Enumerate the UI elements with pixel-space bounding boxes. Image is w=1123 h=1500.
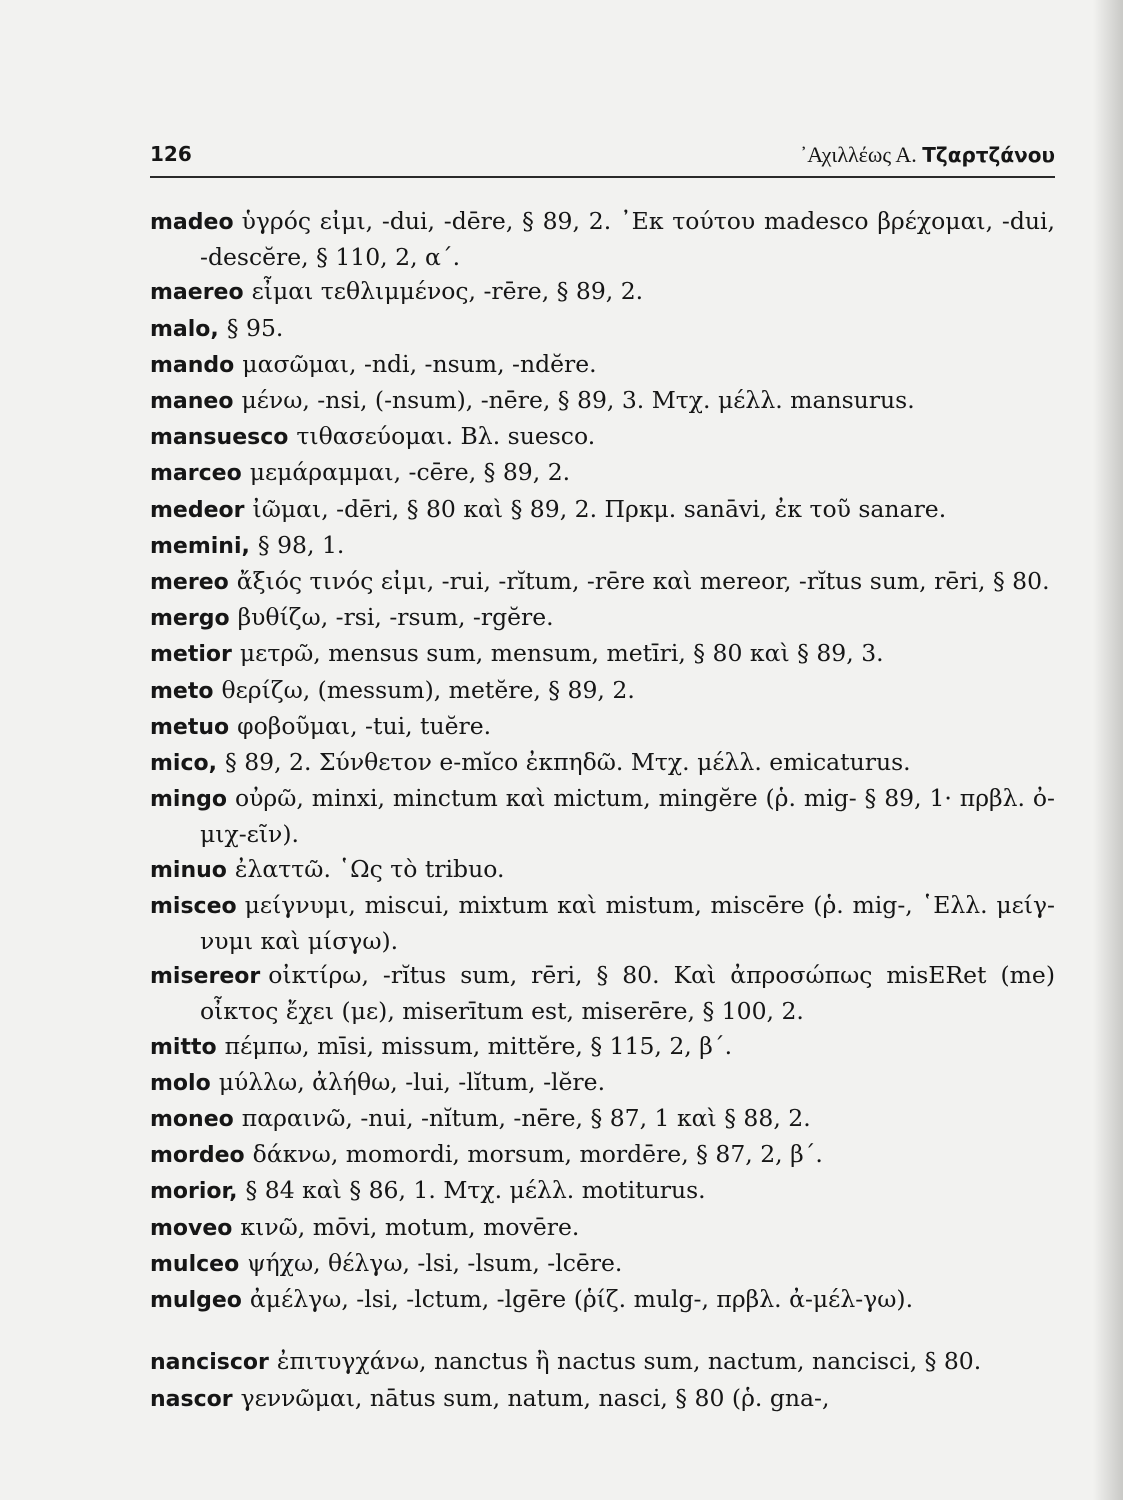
author-first-name: ᾿Αχιλλέως Α. [799,142,917,167]
entry-moneo [150,1101,1055,1137]
entry-marceo [150,455,1055,491]
entry-lemma: moneo [150,1107,234,1133]
entry-text: εἶμαι τεθλιμμένος, -rēre, § 89, 2. [251,277,644,306]
entry-text: § 89, 2. Σύνθετον e-mĭco ἐκπηδῶ. Μτχ. μέλλ. emicaturus. [224,748,911,777]
entry-nascor [150,1381,1055,1417]
entry-lemma: meto [150,678,214,704]
entry-text: γεννῶμαι, nātus sum, natum, nasci, § 80 (ῥ. gna-, [240,1383,830,1412]
entry-text: ψήχω, θέλγω, -lsi, -lsum, -lcēre. [247,1248,623,1277]
entry-lemma: malo, [150,316,219,342]
entry-text: § 84 καὶ § 86, 1. Μτχ. μέλλ. motiturus. [245,1176,706,1205]
page-number: 126 [150,142,192,166]
entry-text: δάκνω, momordi, morsum, mordēre, § 87, 2, β΄. [252,1140,823,1169]
entry-maereo [150,274,1055,310]
entry-mando [150,347,1055,383]
entry-lemma: misereor [150,964,261,990]
entry-text: φοβοῦμαι, -tui, tuĕre. [237,711,492,740]
entry-text: ὑγρός εἰμι, -dui, -dēre, § 89, 2. ᾿Εκ τούτου madesco βρέχομαι, -dui, -descĕre, § 110, 2, α΄. [200,207,1055,272]
entry-text: βυθίζω, -rsi, -rsum, -rgĕre. [237,603,554,632]
entry-text: ἐλαττῶ. ῾Ως τὸ tribuo. [234,854,505,883]
entry-text: οἰκτίρω, -rĭtus sum, rēri, § 80. Καὶ ἀπροσώπως misERet (me) οἶκτος ἔχει (με), miserītum est, miserēre, § 100, 2. [200,961,1055,1026]
entry-mansuesco [150,419,1055,455]
entry-lemma: metuo [150,714,230,740]
entry-lemma: maereo [150,280,244,306]
entry-text: μετρῶ, mensus sum, mensum, metīri, § 80 καὶ § 89, 3. [239,639,884,668]
entry-text: μείγνυμι, miscui, mixtum καὶ mistum, miscēre (ῥ. mig-, ῾Ελλ. μείγ-νυμι καὶ μίσγω). [200,890,1055,956]
entry-molo [150,1065,1055,1101]
entry-lemma: misceo [150,893,237,919]
entry-lemma: morior, [150,1179,238,1205]
entry-lemma: nanciscor [150,1350,269,1376]
entry-lemma: mereo [150,570,229,596]
entry-text: παραινῶ, -nui, -nĭtum, -nēre, § 87, 1 καὶ § 88, 2. [241,1104,811,1133]
entry-text: ἰῶμαι, -dēri, § 80 καὶ § 89, 2. Πρκμ. sanāvi, ἐκ τοῦ sanare. [252,494,947,523]
entry-lemma: mordeo [150,1143,245,1169]
entry-lemma: mulgeo [150,1288,242,1314]
entry-meto [150,673,1055,709]
entry-text: § 98, 1. [257,530,345,559]
author-last-name: Τζαρτζάνου [922,143,1055,167]
entry-lemma: marceo [150,461,242,487]
entry-lemma: mansuesco [150,425,289,451]
entry-text: ἐπιτυγχάνω, nanctus ἢ nactus sum, nactum, nancisci, § 80. [276,1347,982,1376]
entry-malo [150,311,1055,347]
entry-lemma: nascor [150,1386,233,1412]
entry-minuo [150,852,1055,888]
entry-madeo [150,204,1055,274]
entry-text: μασῶμαι, -ndi, -nsum, -ndĕre. [242,349,597,378]
entry-metior [150,636,1055,672]
entry-lemma: medeor [150,497,245,523]
entry-nanciscor [150,1344,1055,1380]
entry-mingo [150,781,1055,851]
header-rule [150,176,1055,178]
running-head [800,142,1055,168]
entry-mulgeo [150,1282,1055,1318]
entry-text: κινῶ, mōvi, motum, movēre. [240,1212,580,1241]
section-gap [150,1318,1055,1344]
entry-moveo [150,1210,1055,1246]
entry-lemma: moveo [150,1215,233,1241]
entry-text: § 95. [226,313,284,342]
entry-lemma: mulceo [150,1251,240,1277]
entry-text: μύλλω, ἀλήθω, -lui, -lĭtum, -lĕre. [218,1067,606,1096]
entry-lemma: minuo [150,857,227,883]
entry-maneo [150,383,1055,419]
entry-lemma: mitto [150,1034,217,1060]
entry-metuo [150,709,1055,745]
entry-lemma: memini, [150,533,250,559]
entry-lemma: mico, [150,751,217,777]
entry-text: μένω, -nsi, (-nsum), -nēre, § 89, 3. Μτχ. μέλλ. mansurus. [241,386,915,415]
entry-lemma: maneo [150,389,234,415]
page-edge-shadow [1093,0,1123,1500]
entry-mulceo [150,1246,1055,1282]
entry-mitto [150,1029,1055,1065]
entry-memini [150,528,1055,564]
entry-text: θερίζω, (messum), metĕre, § 89, 2. [221,675,635,704]
entry-lemma: mingo [150,787,227,813]
entry-text: τιθασεύομαι. Βλ. suesco. [296,422,596,451]
entry-medeor [150,492,1055,528]
entry-text: μεμάραμμαι, -cēre, § 89, 2. [249,458,571,487]
entry-lemma: madeo [150,210,234,235]
entry-mergo [150,600,1055,636]
entry-misceo [150,888,1055,958]
entry-text: οὐρῶ, minxi, minctum καὶ mictum, mingĕre (ῥ. mig- § 89, 1· πρβλ. ὀ-μιχ-εῖν). [200,784,1055,849]
entry-text: πέμπω, mīsi, missum, mittĕre, § 115, 2, β΄. [224,1031,733,1060]
entry-misereor [150,958,1055,1028]
entry-lemma: mando [150,352,235,378]
entry-mereo [150,564,1055,600]
entry-lemma: molo [150,1070,211,1096]
entry-lemma: mergo [150,606,230,632]
entry-mico [150,745,1055,781]
entry-lemma: metior [150,642,232,668]
entry-text: ἄξιός τινός εἰμι, -rui, -rĭtum, -rēre καὶ mereor, -rĭtus sum, rēri, § 80. [236,567,1050,596]
dictionary-entries [150,204,1055,1417]
entry-morior [150,1173,1055,1209]
entry-text: ἀμέλγω, -lsi, -lctum, -lgēre (ῥίζ. mulg-, πρβλ. ἀ-μέλ-γω). [249,1285,914,1314]
page-header [150,140,1055,174]
entry-mordeo [150,1137,1055,1173]
